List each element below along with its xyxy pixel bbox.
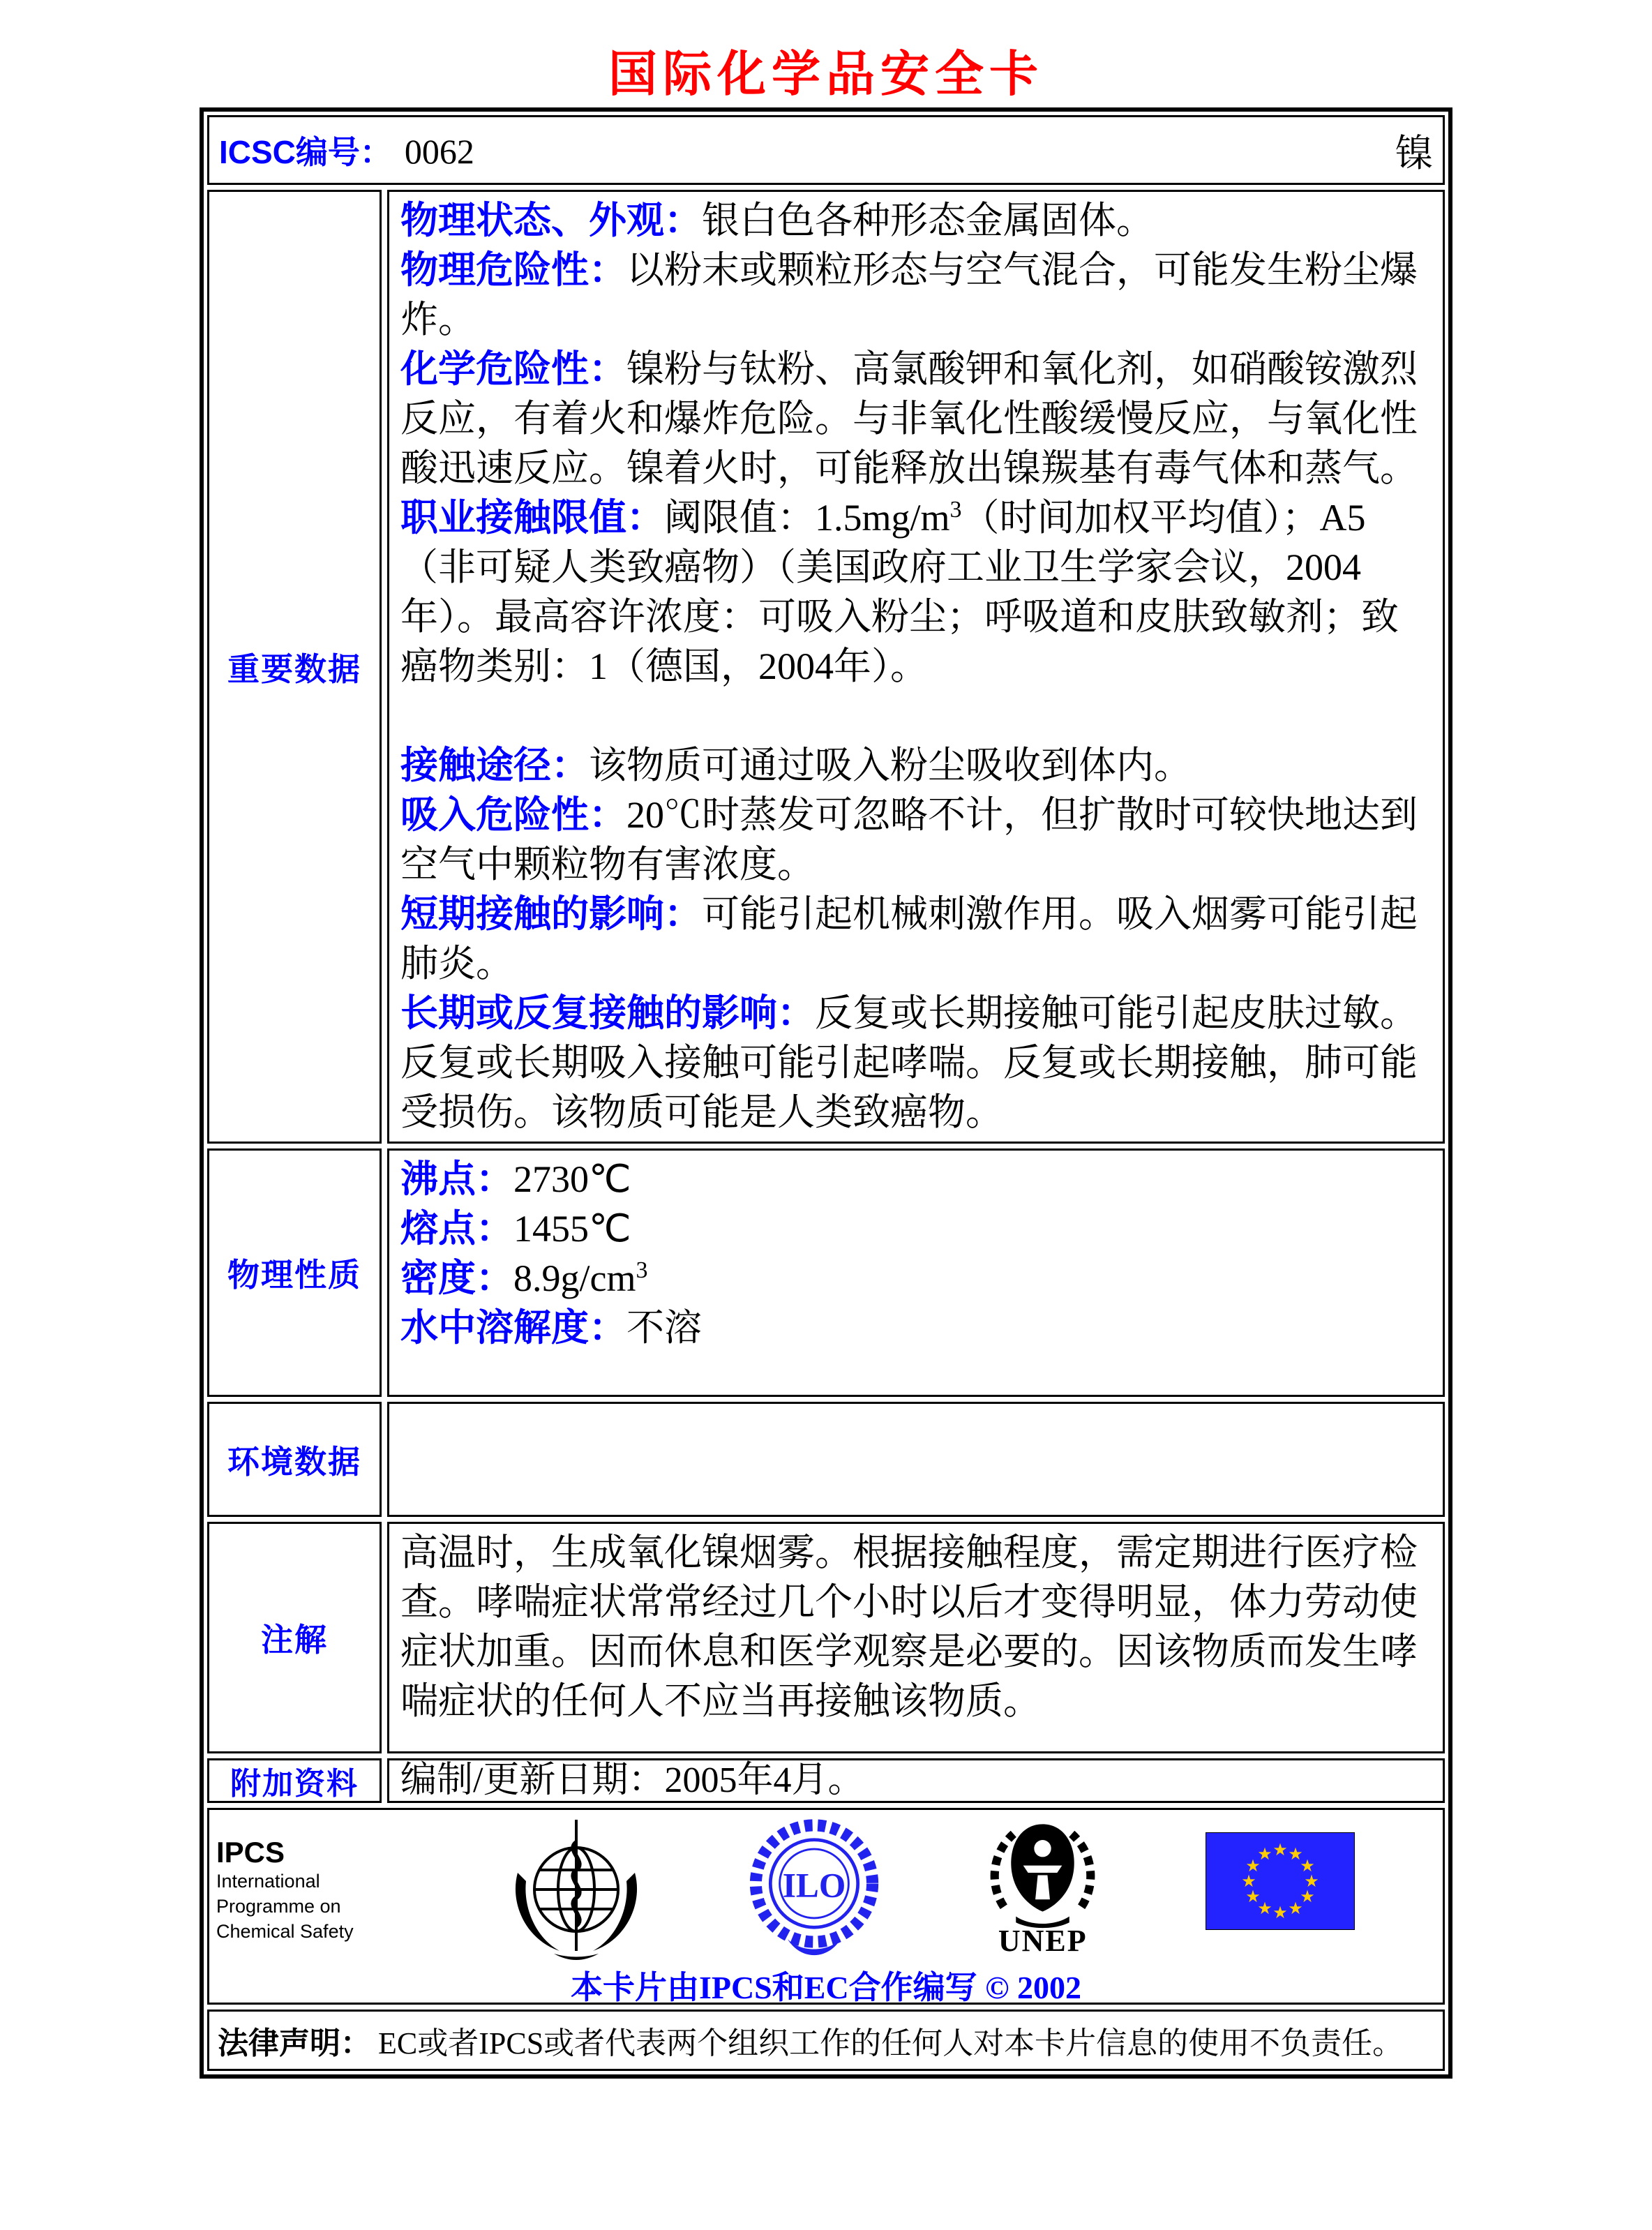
svg-text:★: ★ (1241, 1872, 1256, 1891)
eu-flag-icon (1206, 1832, 1355, 1930)
notes-text: 高温时，生成氧化镍烟雾。根据接触程度，需定期进行医疗检查。哮喘症状常常经过几个小时以后才变得明显，体力劳动使症状加重。因而休息和医学观察是必要的。因该物质而发生哮喘症状的任何人不应当再接触该物质。 (400, 1532, 1418, 1722)
card-caption (216, 1962, 1436, 2008)
field-label: 长期或反复接触的影响： (400, 992, 815, 1034)
ipcs-line: International (216, 1871, 320, 1892)
field-inhalation-risk (400, 791, 1432, 890)
field-melting-point (400, 1204, 1432, 1254)
icsc-number-label: ICSC编号： (219, 134, 392, 170)
ilo-logo-icon (748, 1817, 880, 1963)
field-value: 可能引起机械刺激作用。吸入烟雾可能引起肺炎。 (400, 893, 1418, 985)
field-label: 接触途径： (400, 744, 589, 786)
field-label: 化学危险性： (400, 348, 626, 390)
field-value: 该物质可通过吸入粉尘吸收到体内。 (589, 744, 1192, 786)
physical-properties-content (387, 1148, 1445, 1397)
section-label-physical-properties: 物理性质 (207, 1148, 382, 1397)
unep-logo-block (982, 1817, 1104, 1959)
field-value: $8.9g/cm^3$ (513, 1257, 648, 1299)
svg-text:★: ★ (1257, 1845, 1272, 1864)
legal-text: EC或者IPCS或者代表两个组织工作的任何人对本卡片信息的使用不负责任。 (378, 2026, 1404, 2060)
svg-text:★: ★ (1304, 1872, 1319, 1891)
field-value: 镍粉与钛粉、高氯酸钾和氧化剂，如硝酸铵激烈反应，有着火和爆炸危险。与非氧化性酸缓慢反应，与氧化性酸迅速反应。镍着火时，可能释放出镍羰基有毒气体和蒸气。 (400, 348, 1418, 489)
field-label: 物理危险性： (400, 249, 626, 291)
update-date: 编制/更新日期：2005年4月。 (400, 1760, 864, 1800)
legal-row (207, 2010, 1445, 2071)
field-exposure-routes (400, 741, 1432, 791)
field-label: 吸入危险性： (400, 794, 626, 836)
field-water-solubility (400, 1303, 1432, 1353)
section-label-important-data: 重要数据 (207, 190, 382, 1144)
ipcs-abbr: IPCS (216, 1836, 285, 1869)
unep-logo-text: UNEP (998, 1924, 1088, 1958)
field-value: 不溶 (626, 1307, 702, 1349)
ilo-logo-text: ILO (782, 1866, 846, 1905)
svg-text:★: ★ (1272, 1903, 1288, 1922)
svg-text:★: ★ (1288, 1845, 1303, 1864)
svg-text:★: ★ (1288, 1899, 1303, 1918)
chemical-name: 镍 (1395, 132, 1433, 174)
svg-text:★: ★ (1300, 1887, 1315, 1906)
field-occupational-limits (400, 493, 1432, 691)
icsc-card (200, 107, 1452, 2079)
field-label: 沸点： (400, 1158, 513, 1200)
blank-line (400, 691, 1432, 741)
svg-text:★: ★ (1272, 1841, 1288, 1859)
caption-copyright: © 2002 (985, 1970, 1082, 2005)
section-label-notes: 注解 (207, 1522, 382, 1753)
section-label-additional-info: 附加资料 (207, 1758, 382, 1803)
notes-content (387, 1522, 1445, 1753)
section-physical-properties (207, 1148, 1445, 1397)
logos-cell (207, 1808, 1445, 2005)
page-title: 国际化学品安全卡 (608, 48, 1044, 102)
ipcs-line: Programme on (216, 1896, 341, 1917)
field-physical-state (400, 196, 1432, 246)
field-boiling-point (400, 1155, 1432, 1204)
svg-text:★: ★ (1300, 1857, 1315, 1876)
field-label: 水中溶解度： (400, 1307, 626, 1349)
additional-info-content (387, 1758, 1445, 1803)
field-long-term-effects (400, 989, 1432, 1137)
logos-strip (216, 1817, 1436, 1956)
field-short-term-effects (400, 890, 1432, 989)
field-density (400, 1254, 1432, 1303)
field-label: 物理状态、外观： (400, 200, 702, 241)
field-value: 银白色各种形态金属固体。 (702, 200, 1154, 241)
who-logo-icon (506, 1817, 646, 1963)
card-header (207, 115, 1445, 185)
important-data-content (387, 190, 1445, 1144)
field-value: 反复或长期接触可能引起皮肤过敏。反复或长期吸入接触可能引起哮喘。反复或长期接触，肺可能受损伤。该物质可能是人类致癌物。 (400, 992, 1418, 1133)
field-value: 1455℃ (513, 1208, 631, 1250)
section-important-data (207, 190, 1445, 1144)
field-value: 阈限值：$1.5mg/m^3$（时间加权平均值）；A5（非可疑人类致癌物）（美国政府工业卫生学家会议，2004年）。最高容许浓度：可吸入粉尘；呼吸道和皮肤致敏剂；致癌物类别：1（德国，2004年）。 (400, 497, 1399, 687)
ipcs-line: Chemical Safety (216, 1921, 354, 1942)
field-value: 20℃时蒸发可忽略不计，但扩散时可较快地达到空气中颗粒物有害浓度。 (400, 794, 1418, 885)
field-chemical-danger (400, 345, 1432, 493)
field-label: 密度： (400, 1257, 513, 1299)
ipcs-text-block (216, 1817, 405, 1944)
svg-text:★: ★ (1245, 1887, 1261, 1906)
svg-text:★: ★ (1245, 1857, 1261, 1876)
caption-text: 本卡片由IPCS和EC合作编写 (570, 1970, 977, 2005)
field-physical-danger (400, 246, 1432, 345)
svg-text:★: ★ (1257, 1899, 1272, 1918)
icsc-number-value: 0062 (404, 132, 474, 171)
legal-cell (207, 2010, 1445, 2071)
superscript: 3 (949, 497, 962, 523)
environmental-data-content (387, 1402, 1445, 1517)
field-value: 2730℃ (513, 1158, 631, 1200)
section-label-environmental-data: 环境数据 (207, 1402, 382, 1517)
field-label: 熔点： (400, 1208, 513, 1250)
section-notes (207, 1522, 1445, 1753)
superscript: 3 (636, 1257, 648, 1283)
logos-row (207, 1808, 1445, 2005)
section-environmental-data (207, 1402, 1445, 1517)
unep-logo-icon (982, 1817, 1104, 1929)
legal-label: 法律声明： (218, 2026, 371, 2060)
field-label: 短期接触的影响： (400, 893, 702, 935)
field-label: 职业接触限值： (400, 497, 664, 539)
header-row (207, 115, 1445, 185)
icsc-number-group (219, 127, 474, 173)
section-additional-info (207, 1758, 1445, 1803)
field-value: 以粉末或颗粒形态与空气混合，可能发生粉尘爆炸。 (400, 249, 1418, 341)
